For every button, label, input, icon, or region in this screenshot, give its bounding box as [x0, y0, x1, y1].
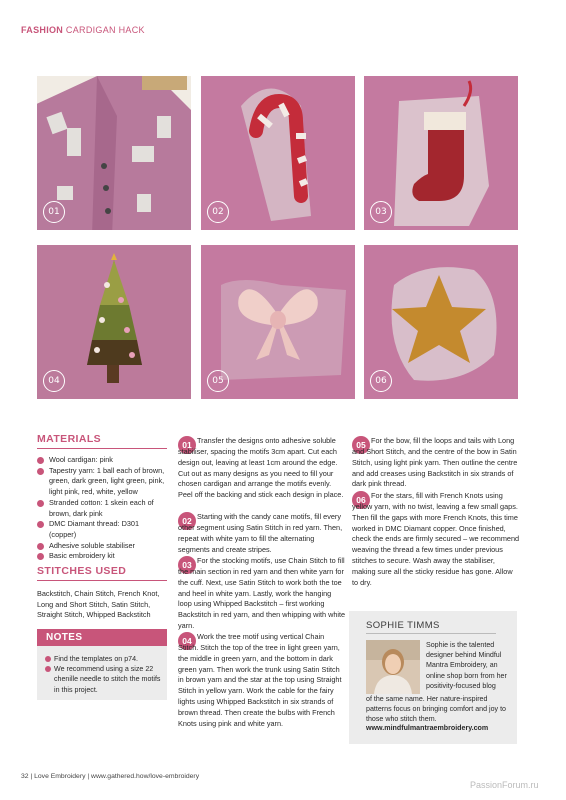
- step-paragraph: [352, 436, 520, 490]
- watermark: PassionForum.ru: [470, 780, 539, 790]
- step-text: For the stars, fill with French Knots using yellow yarn, with no twist, leaving a few small gaps. Then fill the gaps with more French Knots, this time worked in DMC Diamant copper. Once finished, check the ends are firmly secured – we recommend weaving the thread a few times under previous stitches to secure. Wash away the stabiliser, making sure all the sticky residue has gone. Allow to dry.: [352, 491, 520, 587]
- bio-rule: [366, 633, 496, 634]
- list-item: We recommend using a size 22 chenille needle to stitch the motifs in this project.: [45, 664, 163, 695]
- photo-star: [364, 245, 518, 399]
- list-item: Wool cardigan: pink: [37, 455, 167, 466]
- step-number-badge: 04: [178, 632, 196, 650]
- step-text: Starting with the candy cane motifs, fill every other segment using Satin Stitch in red yarn. Then, repeat with white yarn to fill the alternating segments and create stripes.: [178, 512, 343, 554]
- step-number-badge: 01: [178, 436, 196, 454]
- category-label: FASHION: [21, 25, 64, 35]
- step-paragraph: [178, 632, 346, 730]
- list-item: Stranded cotton: 1 skein each of brown, dark pink: [37, 498, 167, 519]
- step-text: Work the tree motif using vertical Chain Stitch. Stitch the top of the tree in light green yarn, the middle in green yarn, and the bottom in dark green yarn. Then work the trunk using Satin Stitch in brown yarn and the star at the top using Straight Stitch in yellow yarn. Work the cable for the fairy lights using Whipped Backstitch in six strands of brown thread. Then create the bulbs with French Knots using pink and white yarn.: [178, 632, 342, 728]
- list-item: Find the templates on p74.: [45, 654, 163, 664]
- notes-title: NOTES: [46, 632, 83, 643]
- designer-bio-text: Sophie is the talented designer behind Mindful Mantra Embroidery, an online shop born from her positivity-focused blog: [426, 641, 507, 690]
- page-footer: 32 | Love Embroidery | www.gathered.how/love-embroidery: [21, 773, 200, 780]
- list-item: Tapestry yarn: 1 ball each of brown, green, dark green, light green, pink, light pink, red, white, yellow: [37, 466, 167, 498]
- photo-number: 02: [207, 201, 229, 223]
- step-number-badge: 03: [178, 556, 196, 574]
- step-number-badge: 05: [352, 436, 370, 454]
- photo-bow: [201, 245, 355, 399]
- step-text: Transfer the designs onto adhesive soluble stabiliser, spacing the motifs 3cm apart. Cut each design out, leaving at least 1cm around the edge. Cut out as many designs as you need to fill your chosen cardigan and arrange the motifs evenly. Peel off the backing and stick each design in place.: [178, 436, 344, 500]
- step-paragraph: [178, 556, 346, 632]
- step-text: For the stocking motifs, use Chain Stitch to fill the main section in red yarn and then white yarn for the cuff. Next, use Satin Stitch to work both the toe and heel in white yarn. Lastly, work the hanging loop using Whipped Backstitch – first working Backstitch in red yarn, and then whipping with white yarn.: [178, 556, 346, 631]
- magazine-name: Love Embroidery: [34, 773, 86, 780]
- photo-candy-cane: [201, 76, 355, 230]
- step-number-badge: 06: [352, 491, 370, 509]
- photo-number: 04: [43, 370, 65, 392]
- notes-list: [45, 654, 163, 695]
- step-number-badge: 02: [178, 512, 196, 530]
- section-header: [21, 25, 145, 35]
- stitches-rule: [37, 580, 167, 581]
- photo-number: 05: [207, 370, 229, 392]
- list-item: Basic embroidery kit: [37, 551, 167, 562]
- designer-bio-text-cont: of the same name. Her nature-inspired patterns focus on bringing comfort and joy to those who stitch them.: [366, 695, 506, 724]
- article-title: CARDIGAN HACK: [65, 25, 145, 35]
- page-number: 32: [21, 773, 29, 780]
- materials-rule: [37, 448, 167, 449]
- photo-cardigan-laid-out: [37, 76, 191, 230]
- materials-title: MATERIALS: [37, 433, 102, 445]
- footer-url[interactable]: www.gathered.how/love-embroidery: [91, 773, 200, 780]
- stitches-title: STITCHES USED: [37, 565, 127, 577]
- list-item: Adhesive soluble stabiliser: [37, 541, 167, 552]
- designer-name: SOPHIE TIMMS: [366, 620, 440, 631]
- notes-header: [37, 629, 167, 646]
- photo-number: 06: [370, 370, 392, 392]
- step-paragraph: [178, 436, 346, 501]
- photo-christmas-tree: [37, 245, 191, 399]
- stitches-text: Backstitch, Chain Stitch, French Knot, Long and Short Stitch, Satin Stitch, Straight Stitch, Whipped Backstitch: [37, 589, 160, 620]
- step-paragraph: [352, 491, 520, 589]
- photo-number: 01: [43, 201, 65, 223]
- list-item: DMC Diamant thread: D301 (copper): [37, 519, 167, 540]
- designer-photo: [366, 640, 420, 694]
- photo-number: 03: [370, 201, 392, 223]
- step-paragraph: [178, 512, 346, 555]
- step-text: For the bow, fill the loops and tails with Long and Short Stitch, and the centre of the bow in Satin Stitch, using light pink yarn. Then outline the centre and add creases using Backstitch in six strands of dark pink thread.: [352, 436, 518, 489]
- materials-list: [37, 455, 167, 562]
- designer-website-link[interactable]: www.mindfulmantraembroidery.com: [366, 724, 489, 732]
- photo-stocking: [364, 76, 518, 230]
